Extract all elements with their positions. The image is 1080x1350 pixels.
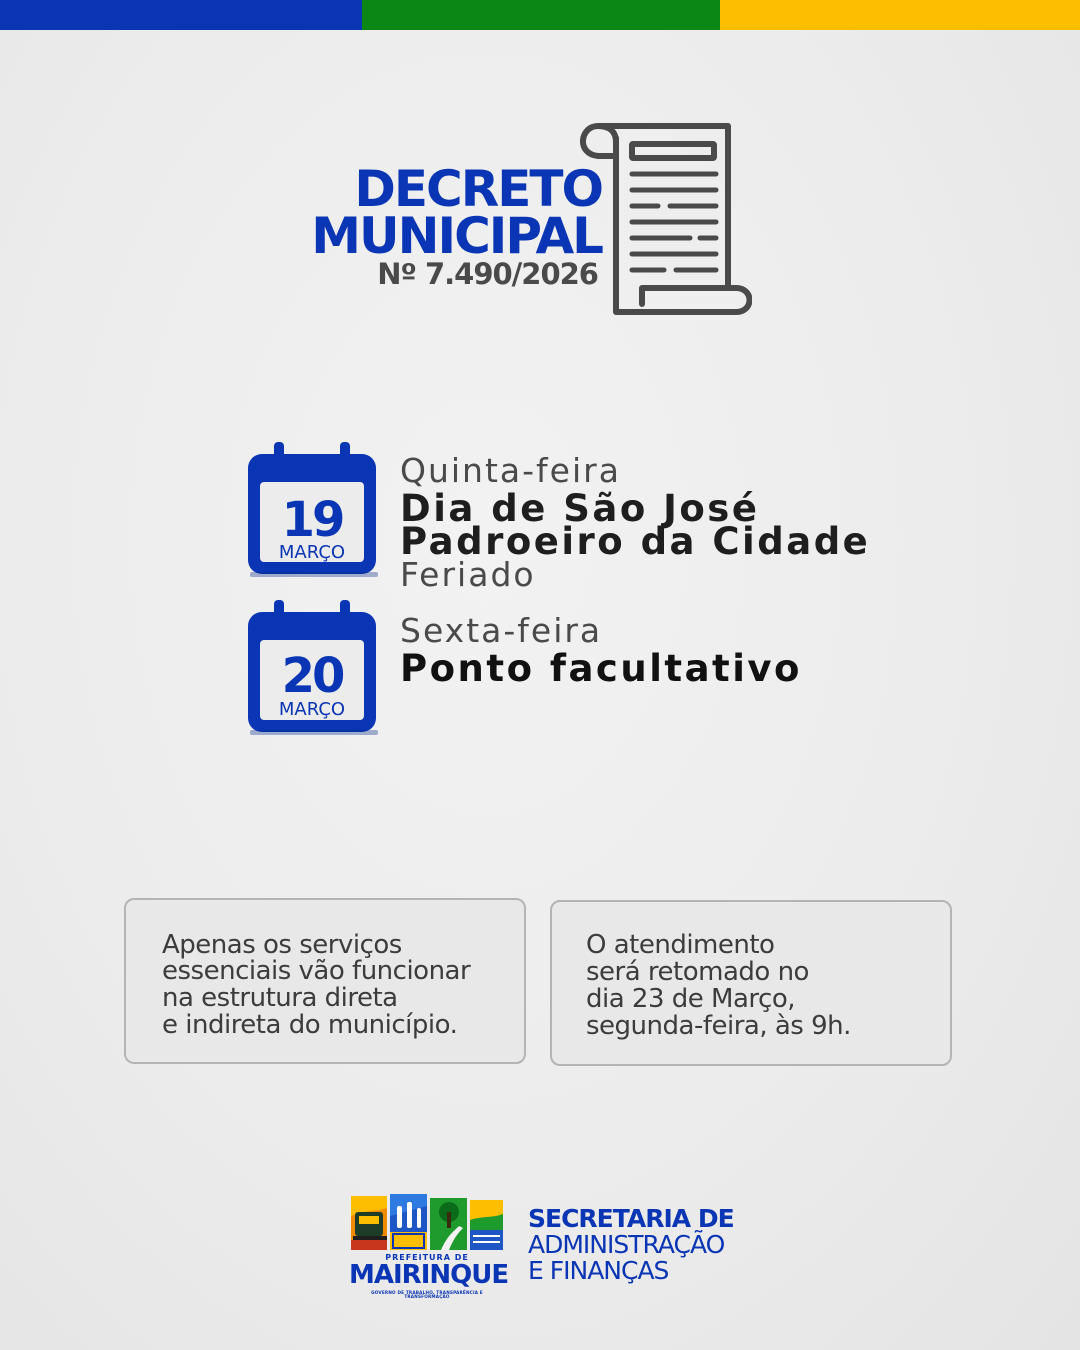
event-status: Feriado [400,555,536,594]
top-stripe-blue [0,0,362,30]
event-title-line1: Ponto facultativo [400,647,802,690]
department-line1: SECRETARIA DE [528,1204,734,1233]
info-line: será retomado no [586,957,809,987]
calendar-day: 20 [281,648,343,704]
info-line: Apenas os serviços [162,930,402,960]
info-box-services [124,898,526,1064]
event-weekday: Sexta-feira [400,611,603,650]
top-stripe-green [362,0,720,30]
logo-city-name: MAIRINQUE [349,1260,509,1290]
document-scroll-icon [572,118,752,324]
calendar-icon [244,598,380,740]
calendar-month: MARÇO [278,699,346,720]
info-line: essenciais vão funcionar [162,956,471,986]
info-line: na estrutura direta [162,983,398,1013]
top-stripe-yellow [720,0,1080,30]
event-title-line1: Dia de São José [400,487,760,530]
info-box-return [550,900,952,1066]
event-weekday: Quinta-feira [400,451,621,490]
logo-tagline: GOVERNO DE TRABALHO, TRANSPARÊNCIA E TRANSFORMAÇÃO [371,1290,483,1300]
info-line: dia 23 de Março, [586,984,795,1014]
calendar-month: MARÇO [278,542,346,563]
info-line: O atendimento [586,930,775,960]
decree-title-line2: MUNICIPAL [311,207,602,265]
department-line3: E FINANÇAS [528,1256,669,1285]
decree-title-line1: DECRETO [354,160,602,218]
department-line2: ADMINISTRAÇÃO [528,1230,725,1259]
city-emblem-icon [349,1190,505,1254]
logo-prefeitura-text: PREFEITURA DE [385,1253,469,1262]
info-line: segunda-feira, às 9h. [586,1011,851,1041]
info-line: e indireta do município. [162,1010,458,1040]
event-title-line2: Padroeiro da Cidade [400,520,871,563]
calendar-day: 19 [281,492,343,548]
calendar-icon [244,440,380,582]
decree-number: Nº 7.490/2026 [377,257,598,291]
